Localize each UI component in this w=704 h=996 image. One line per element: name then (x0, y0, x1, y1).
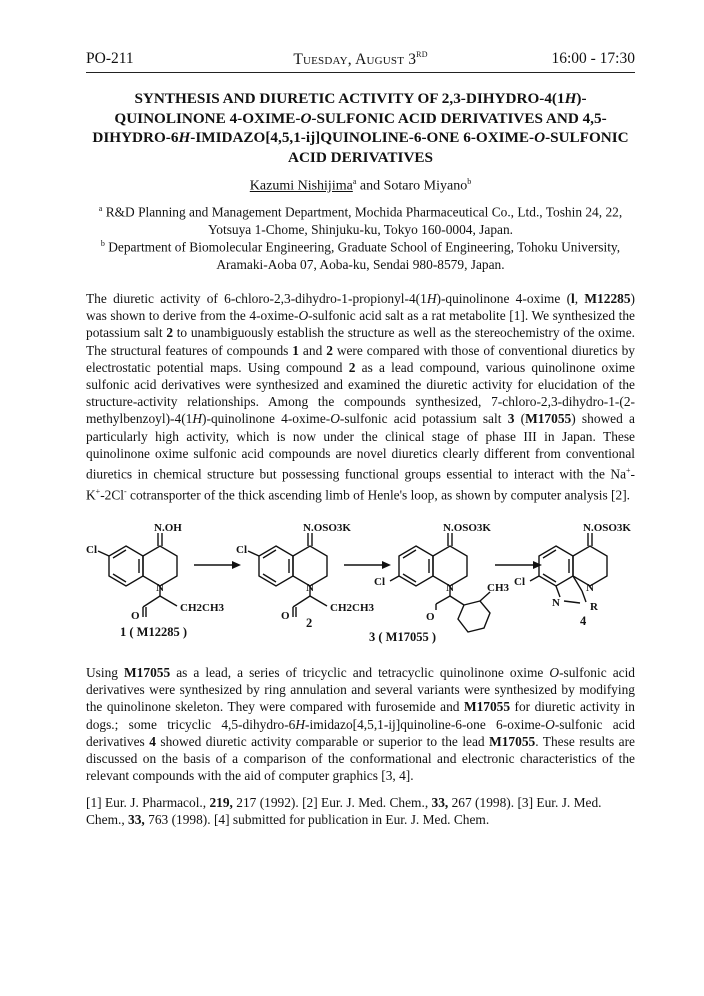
title-italic: H (564, 90, 577, 107)
text-run: O (549, 665, 560, 680)
label-n-2: N (306, 582, 314, 594)
text-run: and (299, 342, 327, 358)
text-run: M17055 (124, 665, 171, 680)
label-oxime-3: N.OSO3K (443, 522, 491, 534)
text-run: M17055 (525, 411, 572, 427)
text-run: )-quinolinone 4-oxime ( (436, 291, 572, 306)
label-ethyl-1: CH2CH3 (180, 602, 224, 614)
text-run: M17055 (463, 699, 511, 715)
session-day-suffix: RD (416, 50, 428, 59)
label-chloro-1: Cl (86, 544, 97, 556)
text-run: 219, (209, 795, 233, 810)
label-n-4: N (586, 582, 594, 594)
title-italic: H (178, 129, 191, 147)
text-run: Using (86, 665, 125, 680)
title-part: )-QUINOLINONE 4-OXIME- (114, 90, 587, 127)
text-run: cotransporter of the thick ascending limb of Henle's loop, as shown by computer analysis [2]. (126, 487, 630, 503)
label-oxime-4: N.OSO3K (583, 522, 631, 534)
text-run: ) was shown to derive from the 4-oxime- (86, 291, 636, 324)
text-run: M17055 (489, 733, 536, 749)
text-run: -sulfonic acid derivatives (86, 716, 635, 749)
text-run: 763 (1998). [4] submitted for publication in Eur. J. Med. Chem. (144, 812, 490, 828)
label-chloro-4: Cl (514, 576, 525, 588)
text-run: O (330, 411, 340, 427)
text-run: ( (514, 411, 526, 427)
affiliation-text: R&D Planning and Management Department, Mochida Pharmaceutical Co., Ltd., Toshin 24, 22, Yotsuya 1-Chome, Shinjuku-ku, Tokyo 160-0004, Japan. (105, 204, 623, 237)
text-run: 267 (1998). [3] Eur. J. Med. Chem., (86, 795, 602, 828)
text-run: . These results are discussed on the basis of a comparison of the conformational and electronic characteristics of the relevant compounds with the aid of computer graphics [3, 4]. (86, 733, 635, 784)
text-run: O (545, 716, 555, 732)
text-run: for diuretic activity in dogs.; some tricyclic 4,5-dihydro-6 (86, 699, 636, 732)
text-run: as a lead compound, various quinolinone oxime sulfonic acid derivatives were synthesized and examined the diuretic activity for elucidation of the structure-activity relationships. Among the compounds synthesized, 7-chloro-2,3-dihydro-1-(2-methylbenzoyl)-4(1 (86, 359, 636, 427)
text-run: -imidazo[4,5,1-ij]quinoline-6-one 6-oxime- (305, 716, 546, 732)
text-run: + (626, 466, 631, 476)
page-header (86, 48, 635, 73)
text-run: l (571, 291, 575, 306)
text-run: 4 (149, 733, 156, 749)
text-run: M12285 (584, 291, 631, 306)
label-o-3: O (426, 611, 435, 623)
text-run: ) showed a particularly high activity, which is now under the clinical stage of phase III in Japan. These quinolinone oxime sulfonic acid compounds are novel diuretics clearly different from conventional diuretics in chemical structure but possessing functional groups essential to interact with the Na (86, 411, 636, 482)
text-run: 3 (507, 411, 515, 427)
paper-title (86, 89, 635, 167)
text-run: -2Cl (100, 487, 124, 503)
text-run: H (295, 716, 306, 732)
text-run: 2 (348, 359, 356, 375)
label-n-1: N (156, 582, 164, 594)
label-o-1: O (131, 610, 140, 622)
author-line (86, 177, 635, 195)
compound-label-3: 3 ( M17055 ) (369, 630, 436, 644)
title-part: -SULFONIC ACID DERIVATIVES (287, 129, 629, 166)
text-run: [1] Eur. J. Pharmacol., (86, 795, 210, 810)
text-run: , (574, 291, 585, 306)
title-italic: O (300, 109, 312, 127)
session-code: PO-211 (86, 50, 134, 67)
compound-label-2: 2 (306, 616, 313, 630)
affiliation-mark: a (98, 204, 103, 213)
text-run: 217 (1992). [2] Eur. J. Med. Chem., (232, 795, 432, 810)
title-italic: O (534, 129, 546, 147)
session-time: 16:00 - 17:30 (551, 50, 635, 67)
author-1: Kazumi Nishijima (249, 178, 353, 194)
text-run: to unambiguously establish the structure as well as the stereochemistry of the oxime. The structural features of compounds (86, 325, 635, 358)
label-n-3: N (446, 582, 454, 594)
text-run: 1 (292, 342, 299, 358)
text-run: -sulfonic acid salt as a rat metabolite [1]. We synthesized the potassium salt (86, 308, 635, 341)
label-r-group: R (590, 601, 598, 613)
references (86, 794, 635, 828)
label-methyl: CH3 (487, 582, 509, 594)
text-run: -K (86, 466, 635, 503)
text-run: showed diuretic activity comparable or superior to the lead (155, 733, 490, 749)
compound-label-4: 4 (580, 614, 587, 628)
abstract-paragraph-2 (86, 664, 635, 784)
text-run: as a lead, a series of tricyclic and tetracyclic quinolinone oxime (170, 665, 550, 680)
abstract-paragraph-1 (86, 290, 635, 503)
author-1-affil: a (352, 177, 357, 186)
label-chloro-2: Cl (236, 544, 247, 556)
text-run: 2 (166, 325, 174, 341)
label-oxime-2: N.OSO3K (303, 522, 351, 534)
text-run: 33, (128, 812, 145, 828)
text-run: 2 (326, 342, 333, 358)
label-n-imidazole: N (552, 597, 560, 609)
text-run: were compared with those of conventional diuretics by electrostatic potential maps. Using compound (86, 342, 635, 375)
author-and: and (356, 178, 384, 194)
text-run: -sulfonic acid potassium salt (339, 411, 508, 427)
label-oxime-1: N.OH (154, 522, 182, 534)
title-part: -SULFONIC ACID DERIVATIVES AND 4,5-DIHYDRO-6 (92, 109, 607, 147)
label-o-2: O (281, 610, 290, 622)
title-part: -IMIDAZO[4,5,1-ij]QUINOLINE-6-ONE 6-OXIME- (190, 129, 535, 147)
label-ethyl-2: CH2CH3 (330, 602, 374, 614)
text-run: -sulfonic acid derivatives were synthesized by ring annulation and several variants were synthesized by modifying the quinolinone skeleton. They were compared with furosemide and (86, 665, 636, 715)
affiliation-mark: b (100, 239, 105, 248)
text-run: )-quinolinone 4-oxime- (202, 411, 331, 427)
compound-label-1: 1 ( M12285 ) (120, 625, 187, 639)
reaction-scheme (86, 513, 656, 645)
text-run: H (426, 291, 437, 306)
label-chloro-3: Cl (374, 576, 385, 588)
text-run: O (298, 308, 309, 324)
session-day-text: Tuesday, August 3 (293, 51, 417, 68)
text-run: + (95, 486, 101, 496)
text-run: The diuretic activity of 6-chloro-2,3-dihydro-1-propionyl-4(1 (86, 291, 427, 306)
affiliation-text: Department of Biomolecular Engineering, Graduate School of Engineering, Tohoku University, Aramaki-Aoba 07, Aoba-ku, Sendai 980-8579, Japan. (108, 239, 621, 272)
title-part: SYNTHESIS AND DIURETIC ACTIVITY OF 2,3-DIHYDRO-4(1 (134, 90, 565, 107)
text-run: 33, (431, 795, 449, 810)
affiliation-b (86, 235, 635, 273)
text-run: - (124, 486, 127, 496)
author-2-affil: b (467, 177, 472, 186)
author-2: Sotaro Miyano (383, 178, 468, 194)
text-run: H (192, 411, 203, 427)
affiliation-a (86, 200, 635, 238)
